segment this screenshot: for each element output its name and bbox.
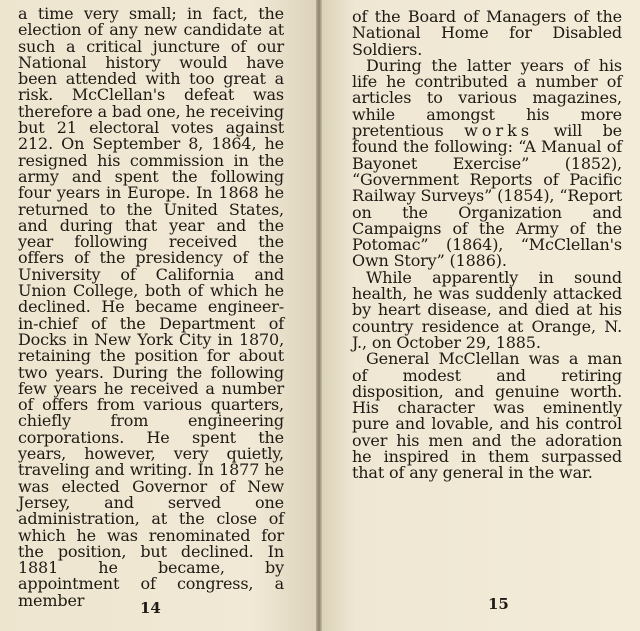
page-number-15: 15 <box>488 595 509 613</box>
book-gutter <box>316 0 322 631</box>
right-page-text-column <box>352 9 622 482</box>
page-number-14: 14 <box>140 599 161 617</box>
writings-spaced-word: works <box>464 121 534 141</box>
character-paragraph: General McClellan was a man of modest and retiring disposition, and genuine worth. His character was eminently pure and lovable, and his control over his men and the adoration he inspired in them surpassed that of any general in the war. <box>352 349 622 483</box>
death-paragraph: While apparently in sound health, he was suddenly attacked by heart disease, and died at his country residence at Orange, N. J., on October 29, 1885. <box>352 267 622 352</box>
continued-paragraph: of the Board of Managers of the National Home for Disabled Soldiers. <box>352 7 622 59</box>
writings-text-after: will be found the following: “A Manual of Bayonet Exercise” (1852), “Government Reports of Pacific Railway Surveys” (1854), “Report on the Organization and Campaigns of the Army of the Potomac” (1864), “McClellan's Own Story” (1886). <box>352 121 622 271</box>
left-page-text-column <box>18 6 284 609</box>
writings-text-before: During the latter years of his life he contributed a number of articles to various magazines, while amongst his more pretentious <box>352 55 622 141</box>
left-page-paragraph: a time very small; in fact, the election of any new candidate at such a critical juncture of our National history would have been attended with too great a risk. McClellan's defeat was therefore a bad one, he receiving but 21 electoral votes against 212. On September 8, 1864, he resigned his commission in the army and spent the following four years in Europe. In 1868 he returned to the United States, and during that year and the year following received the offers of the presidency of the University of California and Union College, both of which he declined. He became engineer-in-chief of the Department of Docks in New York City in 1870, retaining the position for about two years. During the following few years he received a number of offers from various quarters, chiefly from engineering corporations. He spent the years, however, very quietly, traveling and writing. In 1877 he was elected Governor of New Jersey, and served one administration, at the close of which he was renominated for the position, but declined. In 1881 he became, by appointment of congress, a member <box>18 4 284 610</box>
writings-paragraph <box>352 55 622 271</box>
right-page <box>316 0 640 631</box>
left-page <box>0 0 316 631</box>
